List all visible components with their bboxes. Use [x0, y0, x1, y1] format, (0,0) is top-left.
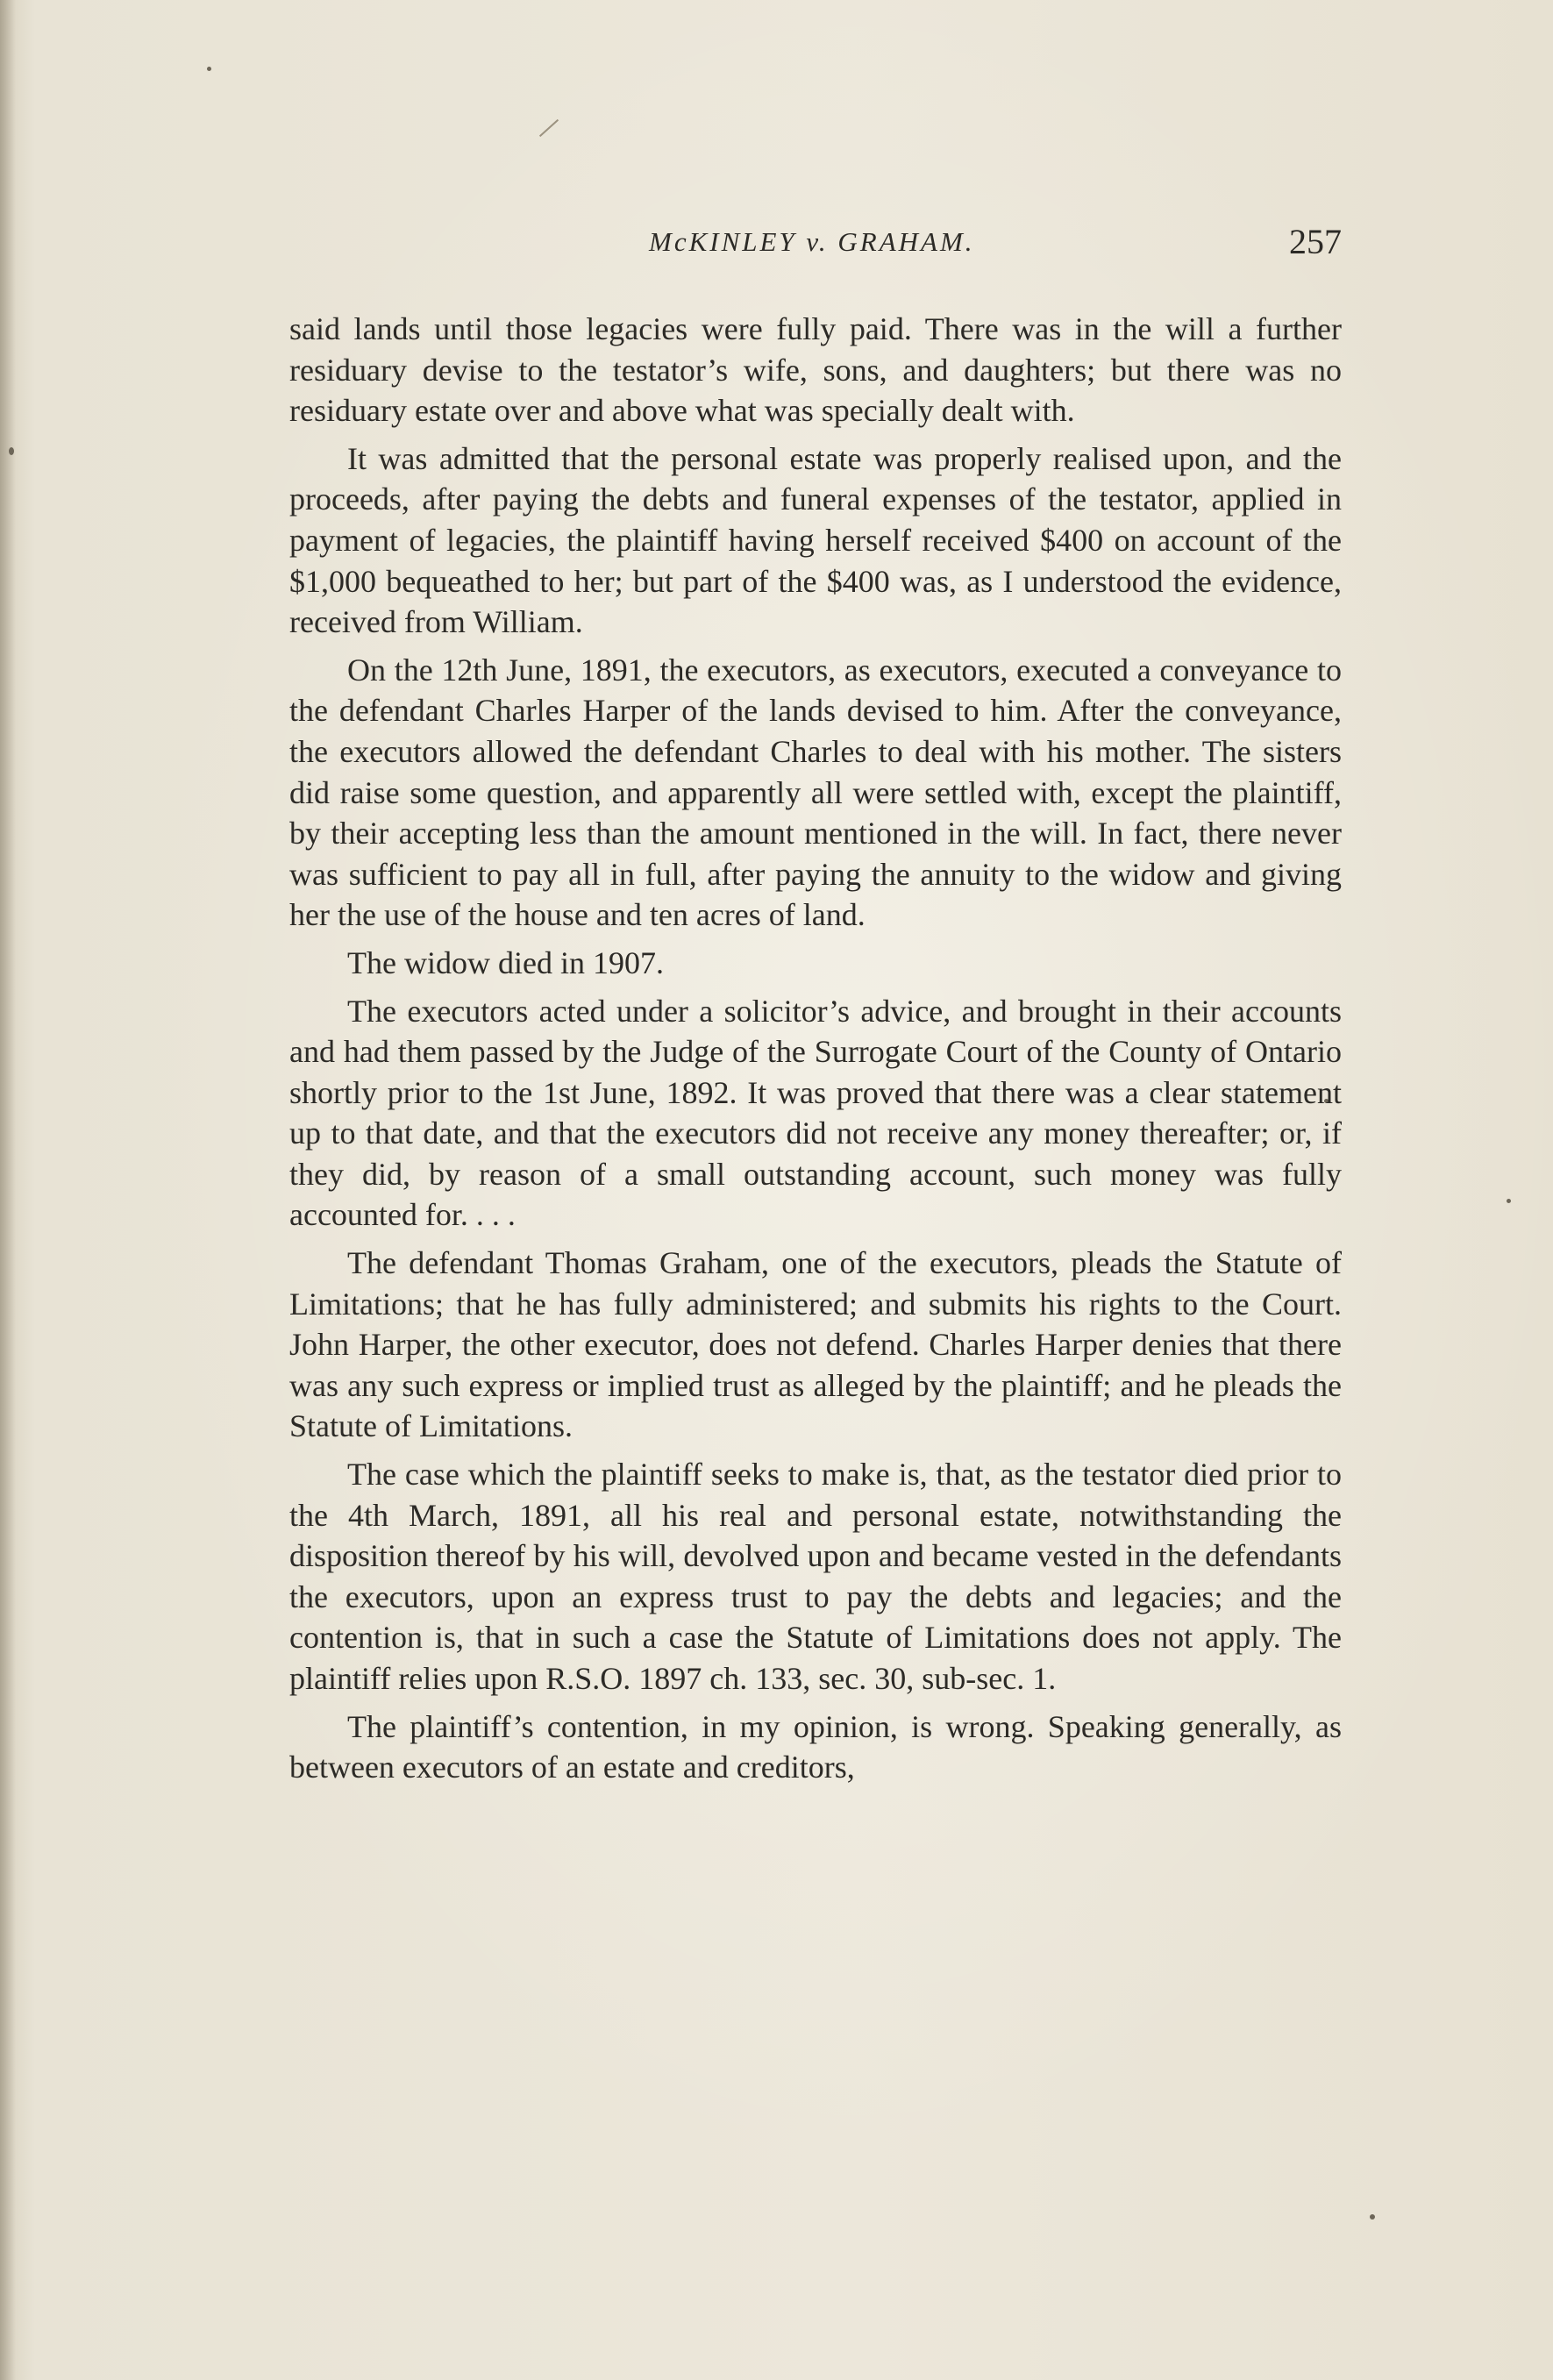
body-text — [289, 309, 1342, 1795]
paragraph: The executors acted under a solicitor’s advice, and brought in their accounts and had them passed by the Judge of the Surrogate Court of the County of Ontario shortly prior to the 1st June, 1892. It was proved that there was a clear statement up to that date, and that the executors did not receive any money thereafter; or, if they did, by reason of a small outstanding account, such money was fully accounted for. . . . — [289, 993, 1342, 1233]
spine-shadow — [0, 0, 16, 2380]
paper-speck — [207, 67, 211, 71]
paragraph: The case which the plaintiff seeks to make is, that, as the testator died prior to the 4th March, 1891, all his real and personal estate, notwithstanding the disposition thereof by his will, devolved upon and became vested in the defendants the executors, upon an express trust to pay the debts and legacies; and the contention is, that in such a case the Statute of Limitations does not apply. The plaintiff relies upon R.S.O. 1897 ch. 133, sec. 30, sub-sec. 1. — [289, 1457, 1342, 1696]
pencil-mark — [539, 119, 559, 137]
paper-speck — [1370, 2214, 1375, 2220]
paper-speck — [9, 447, 14, 455]
paragraph: On the 12th June, 1891, the executors, as executors, executed a conveyance to the defendant Charles Harper of the lands devised to him. After the conveyance, the executors allowed the defendant Charles to deal with his mother. The sisters did raise some question, and apparently all were settled with, except the plaintiff, by their accepting less than the amount mentioned in the will. In fact, there never was sufficient to pay all in full, after paying the annuity to the widow and giving her the use of the house and ten acres of land. — [289, 652, 1342, 933]
running-head — [289, 222, 1342, 270]
paragraph: The defendant Thomas Graham, one of the executors, pleads the Statute of Limitations; that he has fully administered; and submits his rights to the Court. John Harper, the other executor, does not defend. Charles Harper denies that there was any such express or implied trust as alleged by the plaintiff; and he pleads the Statute of Limitations. — [289, 1245, 1342, 1444]
paper-speck — [1507, 1199, 1511, 1203]
running-title: McKINLEY v. GRAHAM. — [649, 226, 975, 257]
page-number: 257 — [1289, 222, 1342, 261]
paragraph: The plaintiff’s contention, in my opinion, is wrong. Speaking generally, as between executors of an estate and creditors, — [289, 1708, 1342, 1785]
paragraph: It was admitted that the personal estate was properly realised upon, and the proceeds, after paying the debts and funeral expenses of the testator, applied in payment of legacies, the plaintiff having herself received $400 on account of the $1,000 bequeathed to her; but part of the $400 was, as I understood the evidence, received from William. — [289, 440, 1342, 640]
paragraph: The widow died in 1907. — [347, 944, 664, 980]
paragraph: said lands until those legacies were fully paid. There was in the will a further residuary devise to the testator’s wife, sons, and daughters; but there was no residuary estate over and above what was specially dealt with. — [289, 311, 1342, 429]
